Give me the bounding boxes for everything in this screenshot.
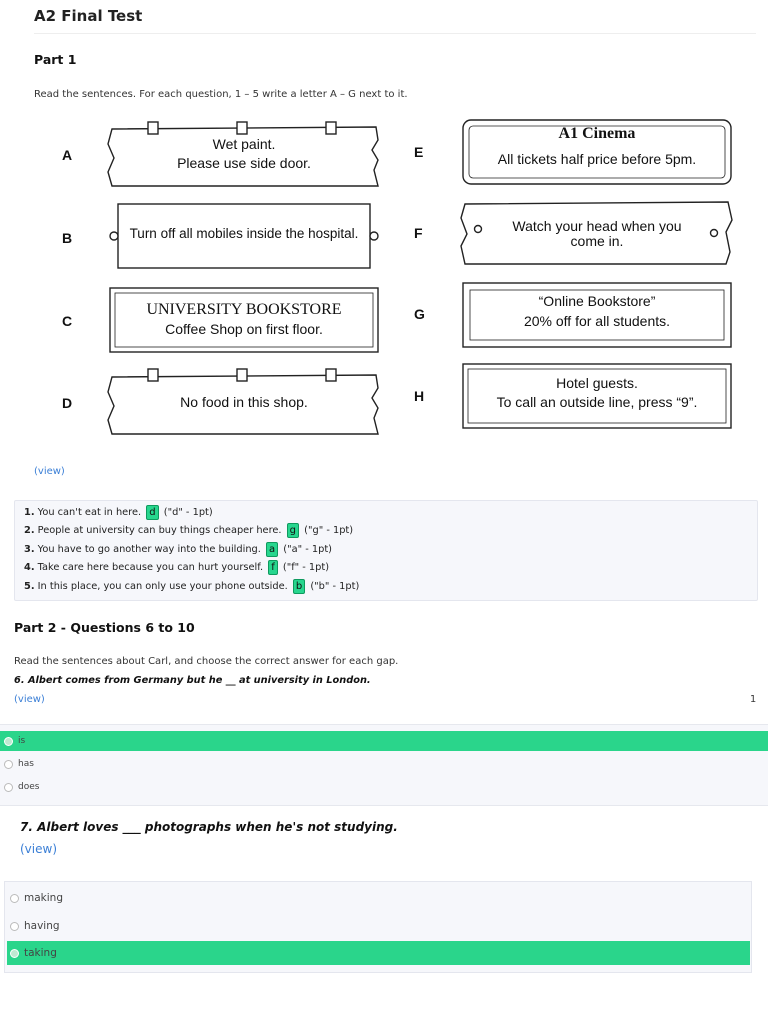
- part1-heading: Part 1: [34, 52, 77, 67]
- q7-option-making[interactable]: [10, 892, 63, 904]
- answer-number: 3.: [24, 544, 35, 555]
- sign-g-line2: 20% off for all students.: [523, 313, 671, 329]
- answer-number: 4.: [24, 562, 35, 573]
- sign-letter-e: E: [414, 144, 424, 160]
- sign-letter-d: D: [62, 395, 73, 411]
- sign-e-line2: All tickets half price before 5pm.: [497, 151, 697, 167]
- tape-icon: [148, 369, 158, 381]
- answer-row-3: [24, 542, 332, 557]
- option-label: does: [18, 782, 40, 792]
- sign-a-line2: Please use side door.: [177, 155, 311, 171]
- option-label: making: [24, 892, 63, 904]
- sign-h-line1: Hotel guests.: [556, 375, 638, 391]
- sign-letter-f: F: [414, 225, 423, 241]
- answer-sentence: In this place, you can only use your phone outside.: [37, 581, 288, 592]
- sign-b-line1: Turn off all mobiles inside the hospital.: [129, 226, 359, 241]
- answer-number: 1.: [24, 507, 35, 518]
- answer-chip[interactable]: b: [293, 579, 305, 594]
- sign-letter-h: H: [414, 388, 425, 404]
- q6-option-does[interactable]: [4, 782, 39, 792]
- answer-row-2: [24, 523, 353, 538]
- screw-icon: [110, 232, 118, 240]
- sign-e-line1: A1 Cinema: [558, 125, 636, 142]
- part1-view-link[interactable]: (view): [34, 466, 65, 477]
- tape-icon: [326, 122, 336, 134]
- answer-chip[interactable]: d: [146, 505, 158, 520]
- q7-option-having[interactable]: [10, 920, 60, 932]
- q6-stem: 6. Albert comes from Germany but he __ at university in London.: [14, 675, 371, 686]
- page-title: A2 Final Test: [34, 7, 143, 25]
- q6-view-link[interactable]: (view): [14, 694, 45, 705]
- tape-icon: [237, 369, 247, 381]
- sign-letter-g: G: [414, 306, 425, 322]
- answer-chip[interactable]: a: [266, 542, 278, 557]
- answer-row-4: [24, 560, 329, 575]
- answer-feedback: ("d" - 1pt): [163, 507, 213, 518]
- answer-row-1: [24, 505, 213, 520]
- radio-icon[interactable]: [10, 922, 19, 931]
- radio-icon[interactable]: [4, 760, 13, 769]
- sign-g-line1: “Online Bookstore”: [538, 293, 656, 309]
- sign-c-line2: Coffee Shop on first floor.: [165, 321, 323, 337]
- sign-h-line2: To call an outside line, press “9”.: [496, 394, 698, 410]
- q6-points: 1: [750, 694, 757, 705]
- q6-option-has[interactable]: [4, 759, 34, 769]
- sign-letter-c: C: [62, 313, 73, 329]
- option-label: having: [24, 920, 60, 932]
- title-divider: [34, 33, 756, 34]
- answer-feedback: ("b" - 1pt): [310, 581, 360, 592]
- sign-d-line1: No food in this shop.: [180, 394, 308, 410]
- answer-sentence: People at university can buy things cheaper here.: [37, 525, 282, 536]
- answer-number: 2.: [24, 525, 35, 536]
- part2-heading: Part 2 - Questions 6 to 10: [14, 620, 195, 635]
- q7-option-taking[interactable]: [10, 947, 57, 959]
- option-label: is: [18, 736, 26, 746]
- q7-stem: 7. Albert loves ___ photographs when he's not studying.: [20, 820, 398, 834]
- part1-answers-box: [14, 500, 758, 601]
- sign-letter-a: A: [62, 147, 73, 163]
- sign-a-line1: Wet paint.: [212, 136, 276, 152]
- sign-letter-b: B: [62, 230, 73, 246]
- answer-sentence: Take care here because you can hurt yourself.: [37, 562, 264, 573]
- answer-sentence: You can't eat in here.: [37, 507, 142, 518]
- answer-feedback: ("f" - 1pt): [282, 562, 330, 573]
- answer-feedback: ("a" - 1pt): [283, 544, 332, 555]
- tape-icon: [237, 122, 247, 134]
- option-label: taking: [24, 947, 57, 959]
- part1-instructions: Read the sentences. For each question, 1 – 5 write a letter A – G next to it.: [34, 89, 408, 100]
- answer-chip[interactable]: f: [268, 560, 278, 575]
- part2-instructions: Read the sentences about Carl, and choose the correct answer for each gap.: [14, 656, 399, 667]
- answer-row-5: [24, 579, 359, 594]
- radio-icon[interactable]: [4, 783, 13, 792]
- q6-option-is[interactable]: [4, 736, 25, 746]
- answer-chip[interactable]: g: [287, 523, 299, 538]
- radio-icon[interactable]: [10, 894, 19, 903]
- option-label: has: [18, 759, 34, 769]
- tape-icon: [326, 369, 336, 381]
- sign-c-line1: UNIVERSITY BOOKSTORE: [146, 301, 342, 318]
- screw-icon: [370, 232, 378, 240]
- radio-icon[interactable]: [4, 737, 13, 746]
- answer-number: 5.: [24, 581, 35, 592]
- q7-selected-highlight: [7, 941, 750, 965]
- sign-f-line1: Watch your head when you: [512, 218, 682, 234]
- tape-icon: [148, 122, 158, 134]
- radio-icon[interactable]: [10, 949, 19, 958]
- answer-feedback: ("g" - 1pt): [304, 525, 354, 536]
- q6-selected-highlight: [0, 731, 768, 751]
- answer-sentence: You have to go another way into the building.: [37, 544, 261, 555]
- sign-f-line2: come in.: [570, 233, 624, 249]
- q7-view-link[interactable]: (view): [20, 842, 57, 856]
